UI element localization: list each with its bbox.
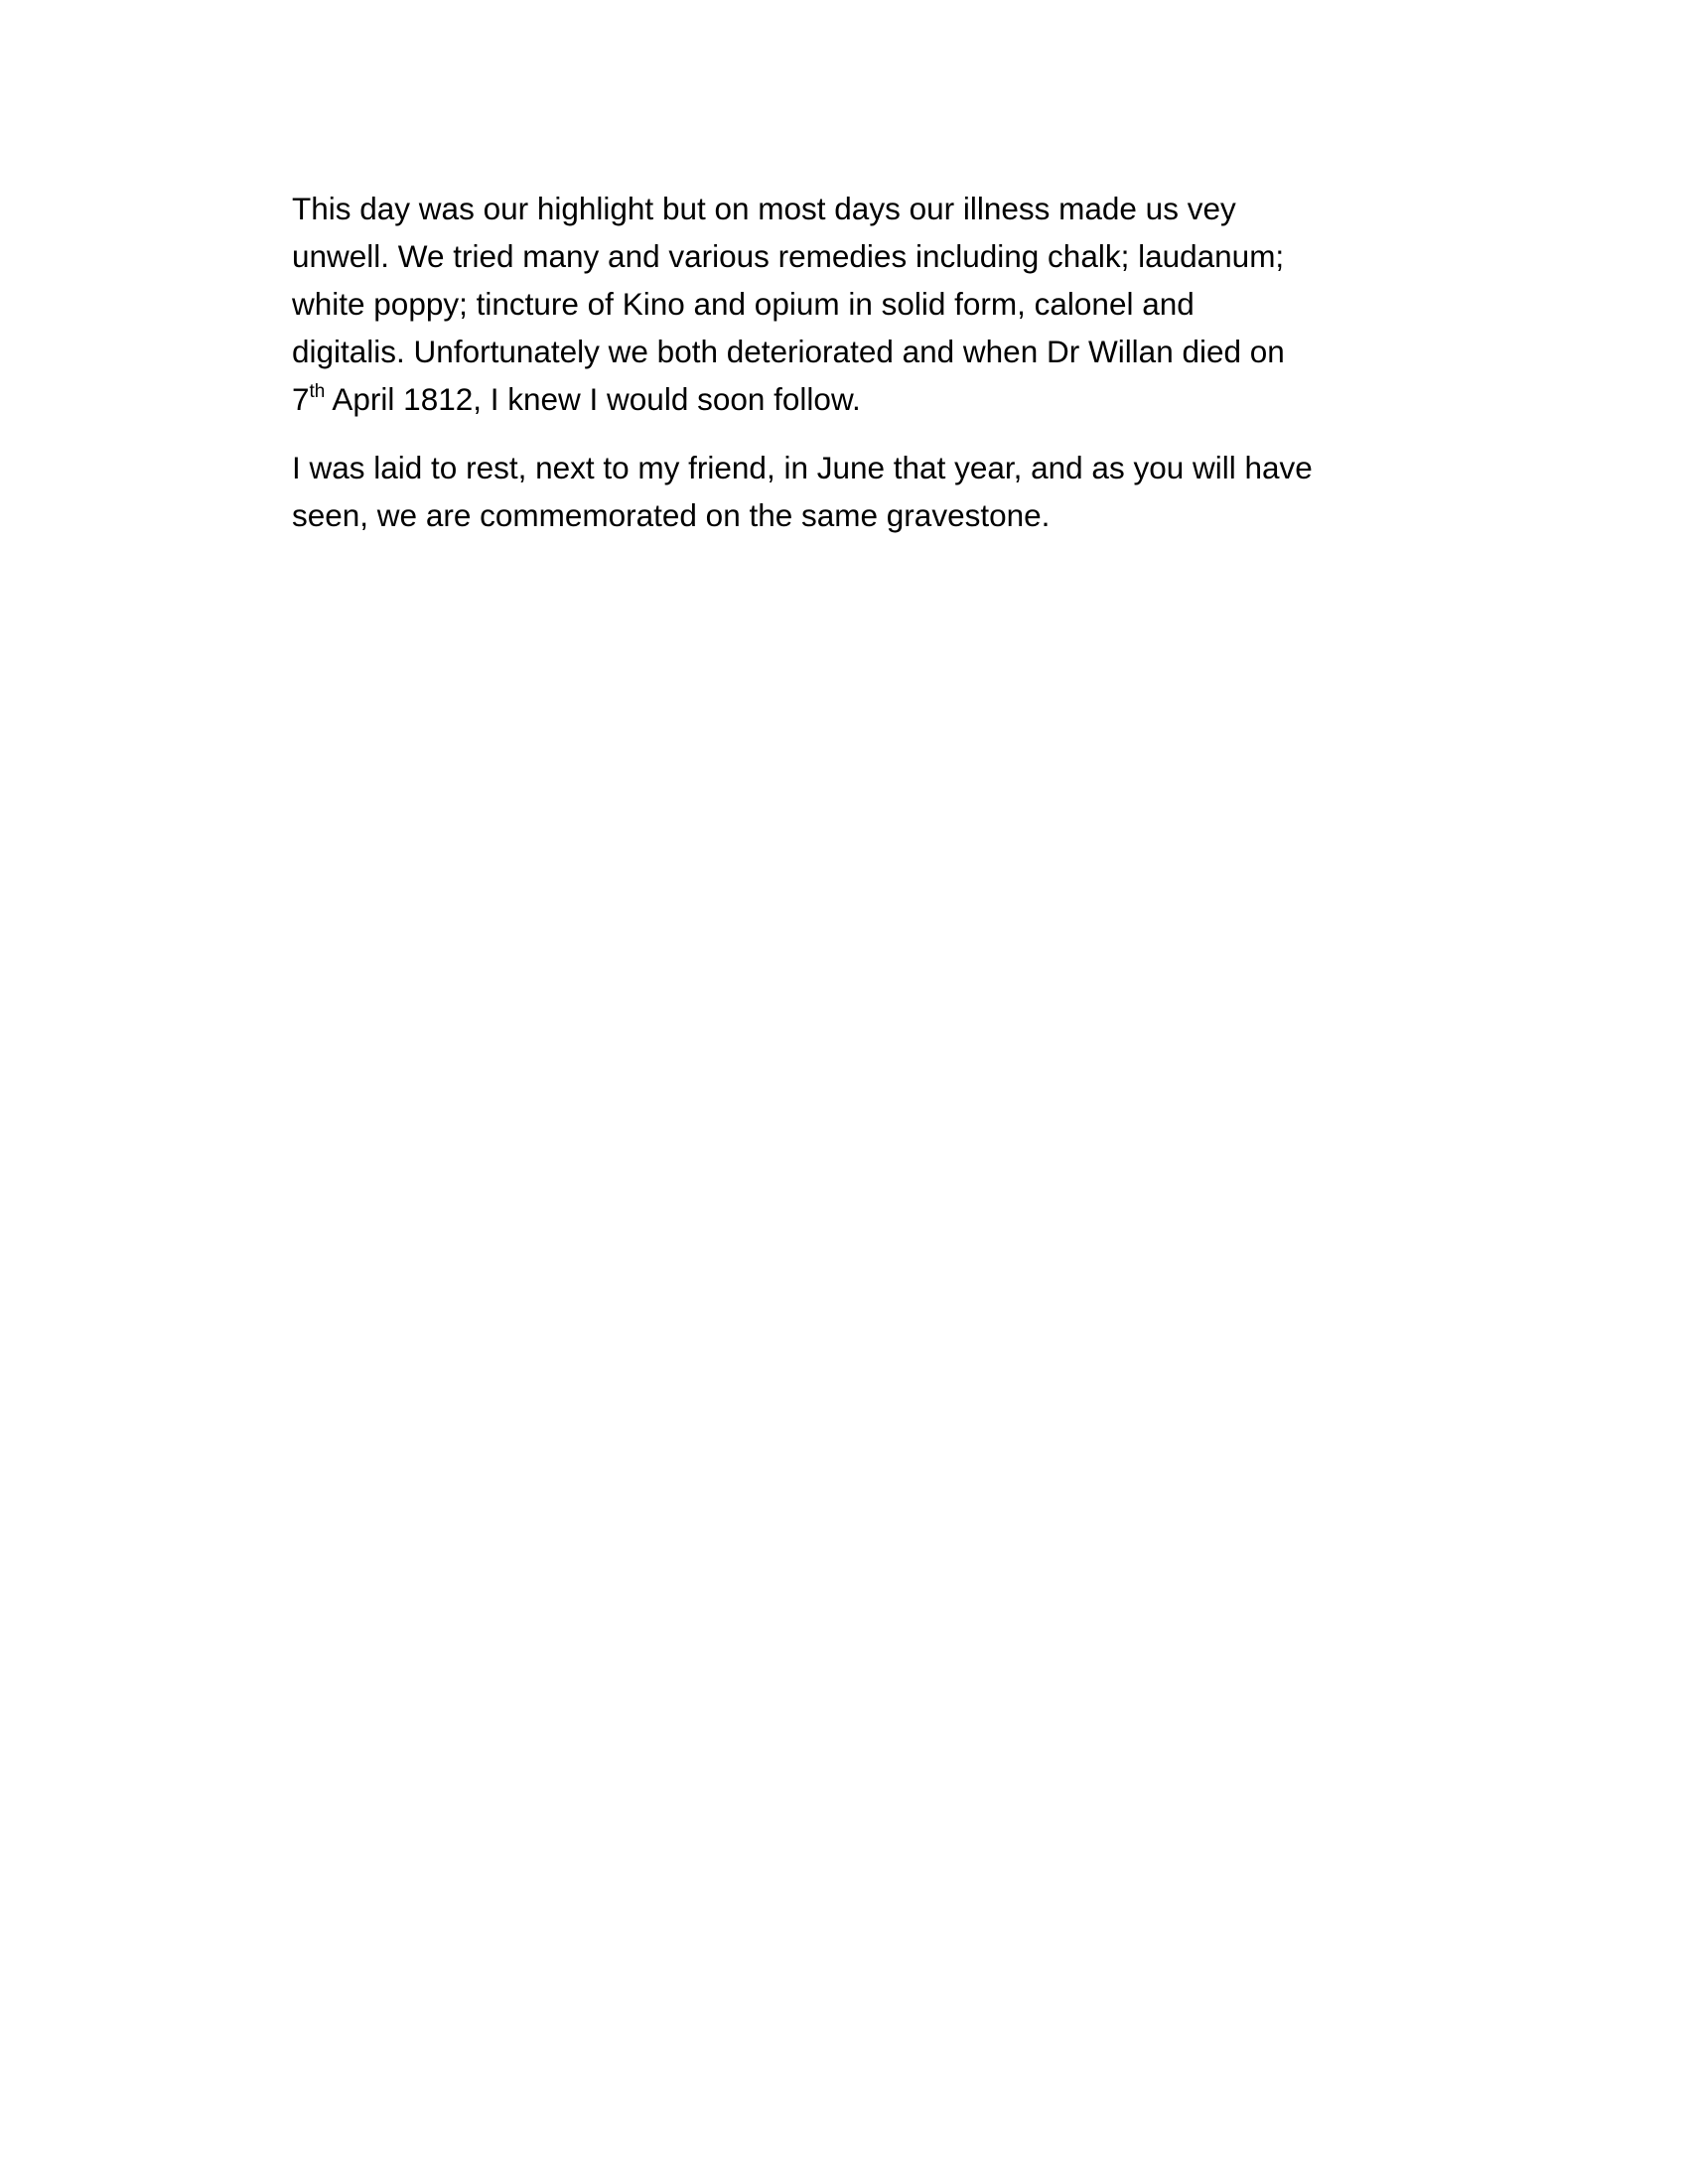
document-body (292, 185, 1404, 539)
last-line-text: April 1812, I knew I would soon follow. (325, 381, 861, 417)
paragraph-1-last-line (292, 375, 1404, 423)
paragraph-1-line: This day was our highlight but on most days our illness made us vey (292, 191, 1236, 226)
date-ordinal-suffix: th (309, 381, 326, 402)
paragraph-1 (292, 185, 1404, 423)
paragraph-2 (292, 444, 1404, 539)
paragraph-2-line: seen, we are commemorated on the same gravestone. (292, 497, 1051, 533)
paragraph-1-line: unwell. We tried many and various remedies including chalk; laudanum; (292, 238, 1285, 274)
paragraph-spacing (292, 423, 1404, 444)
paragraph-1-line: digitalis. Unfortunately we both deteriorated and when Dr Willan died on (292, 334, 1285, 369)
date-day: 7 (292, 381, 310, 417)
paragraph-2-line: I was laid to rest, next to my friend, in June that year, and as you will have (292, 450, 1313, 485)
paragraph-1-line: white poppy; tincture of Kino and opium in solid form, calonel and (292, 286, 1195, 322)
